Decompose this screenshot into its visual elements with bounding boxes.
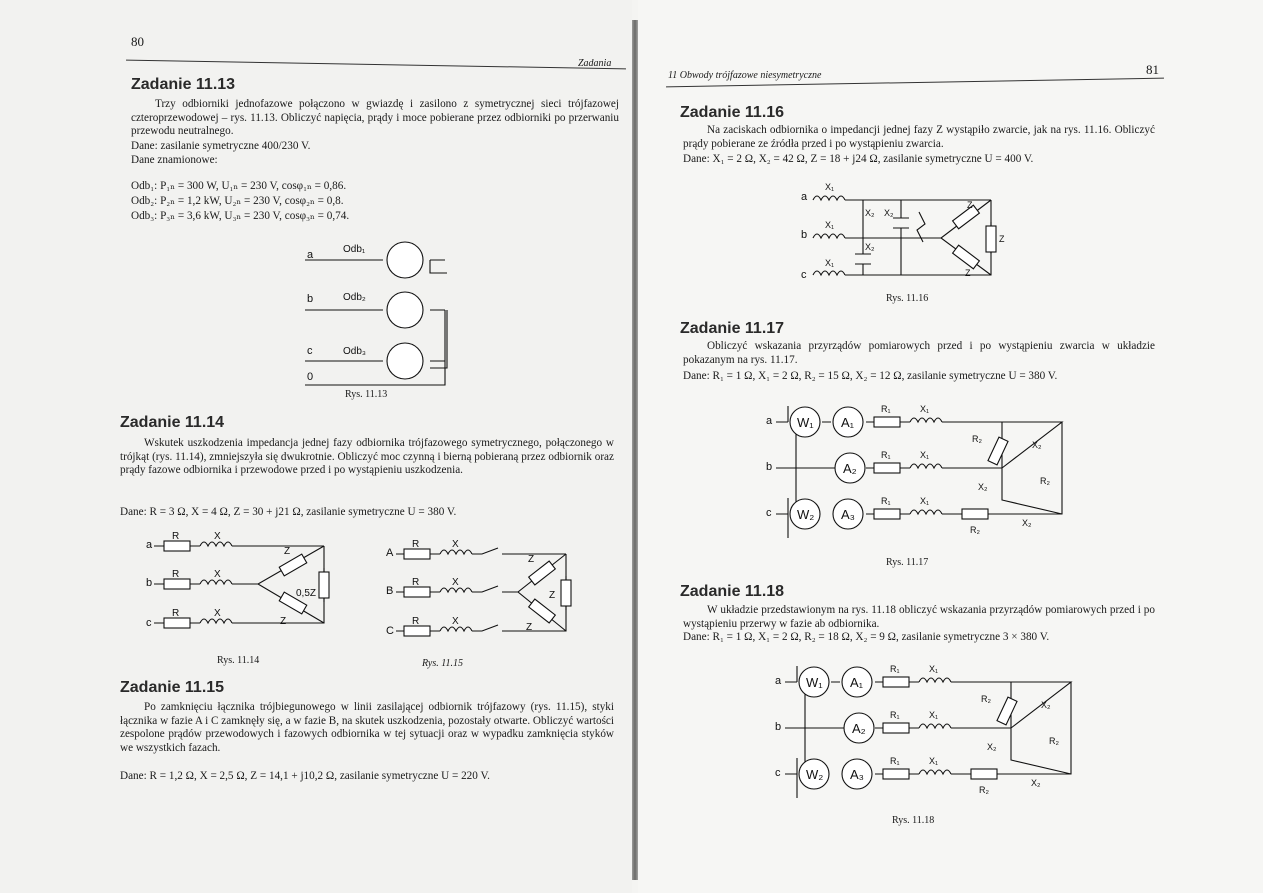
task-text: Obliczyć wskazania przyrządów pomiarowych przed i po wystąpieniu zwarcia w układzie pokazanym na rys. 11.17. (683, 340, 1155, 366)
svg-text:R₁: R₁ (890, 664, 900, 674)
device-2-data: Odb₂: P₂ₙ = 1,2 kW, U₂ₙ = 230 V, cosφ₂ₙ = 0,8. (131, 195, 344, 207)
svg-text:R: R (412, 577, 420, 588)
task-title: Zadanie 11.15 (120, 679, 225, 696)
svg-text:B: B (386, 585, 394, 597)
device-label: Odb₃ (343, 346, 366, 357)
svg-text:R₁: R₁ (881, 404, 891, 414)
svg-text:X: X (214, 608, 221, 619)
figure-caption: Rys. 11.13 (345, 389, 388, 400)
svg-text:Z: Z (549, 590, 556, 601)
figure-11-15 (386, 538, 586, 650)
svg-text:R₂: R₂ (972, 434, 982, 444)
figure-caption: Rys. 11.15 (422, 658, 464, 669)
task-title: Zadanie 11.17 (680, 320, 785, 337)
figure-caption: Rys. 11.18 (892, 815, 935, 826)
svg-text:A₁: A₁ (841, 415, 855, 430)
task-text: Po zamknięciu łącznika trójbiegunowego w linii zasilającej odbiornik trójfazowy (rys. 11.15), styki łącznika w fazie A i C zamknęły się, a w fazie B, na skutek uszkodzenia, pozostały otwarte. Obliczyć wartości zespolone prądów przewodowych i fazowych odbiornika w tej sytuacji oraz w wypadku zamknięcia styków we wszystkich fazach. (120, 701, 614, 754)
figure-caption: Rys. 11.14 (217, 655, 260, 666)
svg-text:A₃: A₃ (841, 507, 855, 522)
svg-text:C: C (386, 625, 394, 637)
svg-text:Z: Z (528, 554, 535, 565)
svg-text:W₂: W₂ (806, 767, 824, 782)
page-number: 80 (131, 34, 144, 49)
svg-text:X₁: X₁ (929, 664, 939, 674)
svg-text:A₂: A₂ (852, 721, 866, 736)
svg-text:c: c (775, 767, 781, 779)
svg-text:R₁: R₁ (890, 710, 900, 720)
svg-text:a: a (801, 191, 808, 203)
task-given: Dane: R₁ = 1 Ω, X₁ = 2 Ω, R₂ = 15 Ω, X₂ = 12 Ω, zasilanie symetryczne U = 380 V. (683, 370, 1058, 382)
figure-11-18 (775, 660, 1075, 810)
header-rule (126, 60, 626, 70)
task-title: Zadanie 11.14 (120, 414, 225, 431)
device-circle (387, 343, 423, 379)
task-title: Zadanie 11.18 (680, 583, 785, 600)
svg-text:c: c (801, 269, 807, 281)
running-head: 11 Obwody trójfazowe niesymetryczne (668, 70, 822, 81)
svg-text:X₂: X₂ (978, 482, 988, 492)
svg-text:R: R (172, 608, 180, 619)
svg-text:X: X (214, 531, 221, 542)
svg-text:R: R (172, 531, 180, 542)
line-label: 0 (307, 371, 314, 383)
line-label: b (307, 293, 314, 305)
figure-11-16 (801, 178, 1011, 288)
task-given: Dane: zasilanie symetryczne 400/230 V. (131, 140, 311, 152)
svg-text:c: c (766, 507, 772, 519)
svg-text:a: a (775, 675, 782, 687)
svg-text:R₁: R₁ (881, 496, 891, 506)
svg-text:A: A (386, 547, 394, 559)
task-given: Dane: R = 1,2 Ω, X = 2,5 Ω, Z = 14,1 + j10,2 Ω, zasilanie symetryczne U = 220 V. (120, 770, 490, 782)
svg-text:R₂: R₂ (1049, 736, 1059, 746)
device-circle (387, 242, 423, 278)
svg-text:X₁: X₁ (929, 756, 939, 766)
task-text: Wskutek uszkodzenia impedancja jednej fazy odbiornika trójfazowego symetrycznego, połączonego w trójkąt (rys. 11.14), zmniejszyła się dwukrotnie. Obliczyć moc czynną i bierną pobieraną przez odbiornik oraz prądy fazowe odbiornika i przewodowe przed i po wystąpieniu uszkodzenia. (120, 437, 614, 476)
running-head: Zadania (578, 58, 612, 69)
figure-caption: Rys. 11.17 (886, 557, 929, 568)
svg-text:A₁: A₁ (850, 675, 864, 690)
svg-text:W₂: W₂ (797, 507, 815, 522)
svg-text:X₁: X₁ (920, 496, 930, 506)
svg-text:X: X (214, 569, 221, 580)
figure-caption: Rys. 11.16 (886, 293, 929, 304)
svg-text:X₂: X₂ (1031, 778, 1041, 788)
svg-text:a: a (146, 539, 153, 551)
right-page (638, 0, 1263, 893)
svg-text:Z: Z (280, 616, 287, 627)
device-1-data: Odb₁: P₁ₙ = 300 W, U₁ₙ = 230 V, cosφ₁ₙ = 0,86. (131, 180, 347, 192)
svg-text:0,5Z: 0,5Z (296, 588, 317, 599)
svg-text:W₁: W₁ (797, 415, 814, 430)
svg-text:X₁: X₁ (920, 404, 930, 414)
svg-text:Z: Z (967, 200, 973, 210)
svg-text:W₁: W₁ (806, 675, 823, 690)
device-3-data: Odb₃: P₃ₙ = 3,6 kW, U₃ₙ = 230 V, cosφ₃ₙ = 0,74. (131, 210, 350, 222)
svg-text:X₁: X₁ (825, 220, 835, 230)
svg-text:b: b (775, 721, 782, 733)
svg-text:X₁: X₁ (825, 258, 835, 268)
line-label: a (307, 249, 314, 261)
svg-text:b: b (801, 229, 808, 241)
page-number: 81 (1146, 62, 1159, 77)
svg-text:X₁: X₁ (929, 710, 939, 720)
svg-text:c: c (146, 617, 152, 629)
svg-text:X₁: X₁ (920, 450, 930, 460)
task-given: Dane: R = 3 Ω, X = 4 Ω, Z = 30 + j21 Ω, zasilanie symetryczne U = 380 V. (120, 506, 457, 518)
task-text: Na zaciskach odbiornika o impedancji jednej fazy Z wystąpiło zwarcie, jak na rys. 11.16. Obliczyć prądy pobierane ze źródła przed i po wystąpieniu zwarcia. (683, 124, 1155, 150)
svg-text:R₂: R₂ (970, 525, 980, 535)
task-text: W układzie przedstawionym na rys. 11.18 obliczyć wskazania przyrządów pomiarowych przed i po wystąpieniu przerwy w fazie ab odbiornika. (683, 604, 1155, 630)
line-label: c (307, 345, 313, 357)
device-label: Odb₂ (343, 292, 366, 303)
svg-text:a: a (766, 415, 773, 427)
device-label: Odb₁ (343, 244, 366, 255)
svg-text:b: b (146, 577, 153, 589)
svg-text:A₂: A₂ (843, 461, 857, 476)
svg-text:X: X (452, 539, 459, 550)
device-circle (387, 292, 423, 328)
svg-text:X₂: X₂ (1022, 518, 1032, 528)
task-given: Dane: X₁ = 2 Ω, X₂ = 42 Ω, Z = 18 + j24 Ω, zasilanie symetryczne U = 400 V. (683, 153, 1034, 165)
svg-text:X: X (452, 577, 459, 588)
svg-text:X₂: X₂ (865, 242, 875, 252)
svg-text:R₂: R₂ (1040, 476, 1050, 486)
figure-11-17 (766, 400, 1066, 550)
svg-text:X₂: X₂ (865, 208, 875, 218)
svg-text:Z: Z (965, 268, 971, 278)
svg-text:X₂: X₂ (1032, 440, 1042, 450)
svg-text:R: R (412, 616, 420, 627)
svg-text:Z: Z (999, 234, 1005, 244)
svg-text:A₃: A₃ (850, 767, 864, 782)
task-text: Trzy odbiorniki jednofazowe połączono w gwiazdę i zasilono z symetrycznej sieci trójfazowej czteroprzewodowej – rys. 11.13. Obliczyć napięcia, prądy i moce pobierane przez odbiorniki po przerwaniu przewodu neutralnego. (131, 98, 619, 137)
figure-11-14 (146, 530, 346, 650)
svg-text:R₁: R₁ (881, 450, 891, 460)
svg-text:R₂: R₂ (979, 785, 989, 795)
svg-text:R₂: R₂ (981, 694, 991, 704)
svg-text:X₂: X₂ (987, 742, 997, 752)
svg-text:X: X (452, 616, 459, 627)
svg-text:R: R (172, 569, 180, 580)
svg-text:R₁: R₁ (890, 756, 900, 766)
svg-text:X₂: X₂ (884, 208, 894, 218)
figure-11-13 (295, 238, 455, 388)
svg-text:R: R (412, 539, 420, 550)
svg-text:Z: Z (526, 622, 533, 633)
svg-text:X₂: X₂ (1041, 700, 1051, 710)
svg-text:X₁: X₁ (825, 182, 835, 192)
svg-text:Z: Z (284, 546, 291, 557)
task-given: Dane: R₁ = 1 Ω, X₁ = 2 Ω, R₂ = 18 Ω, X₂ = 9 Ω, zasilanie symetryczne 3 × 380 V. (683, 631, 1050, 643)
svg-text:b: b (766, 461, 773, 473)
task-title: Zadanie 11.13 (131, 76, 236, 93)
rated-label: Dane znamionowe: (131, 154, 218, 166)
task-title: Zadanie 11.16 (680, 104, 785, 121)
